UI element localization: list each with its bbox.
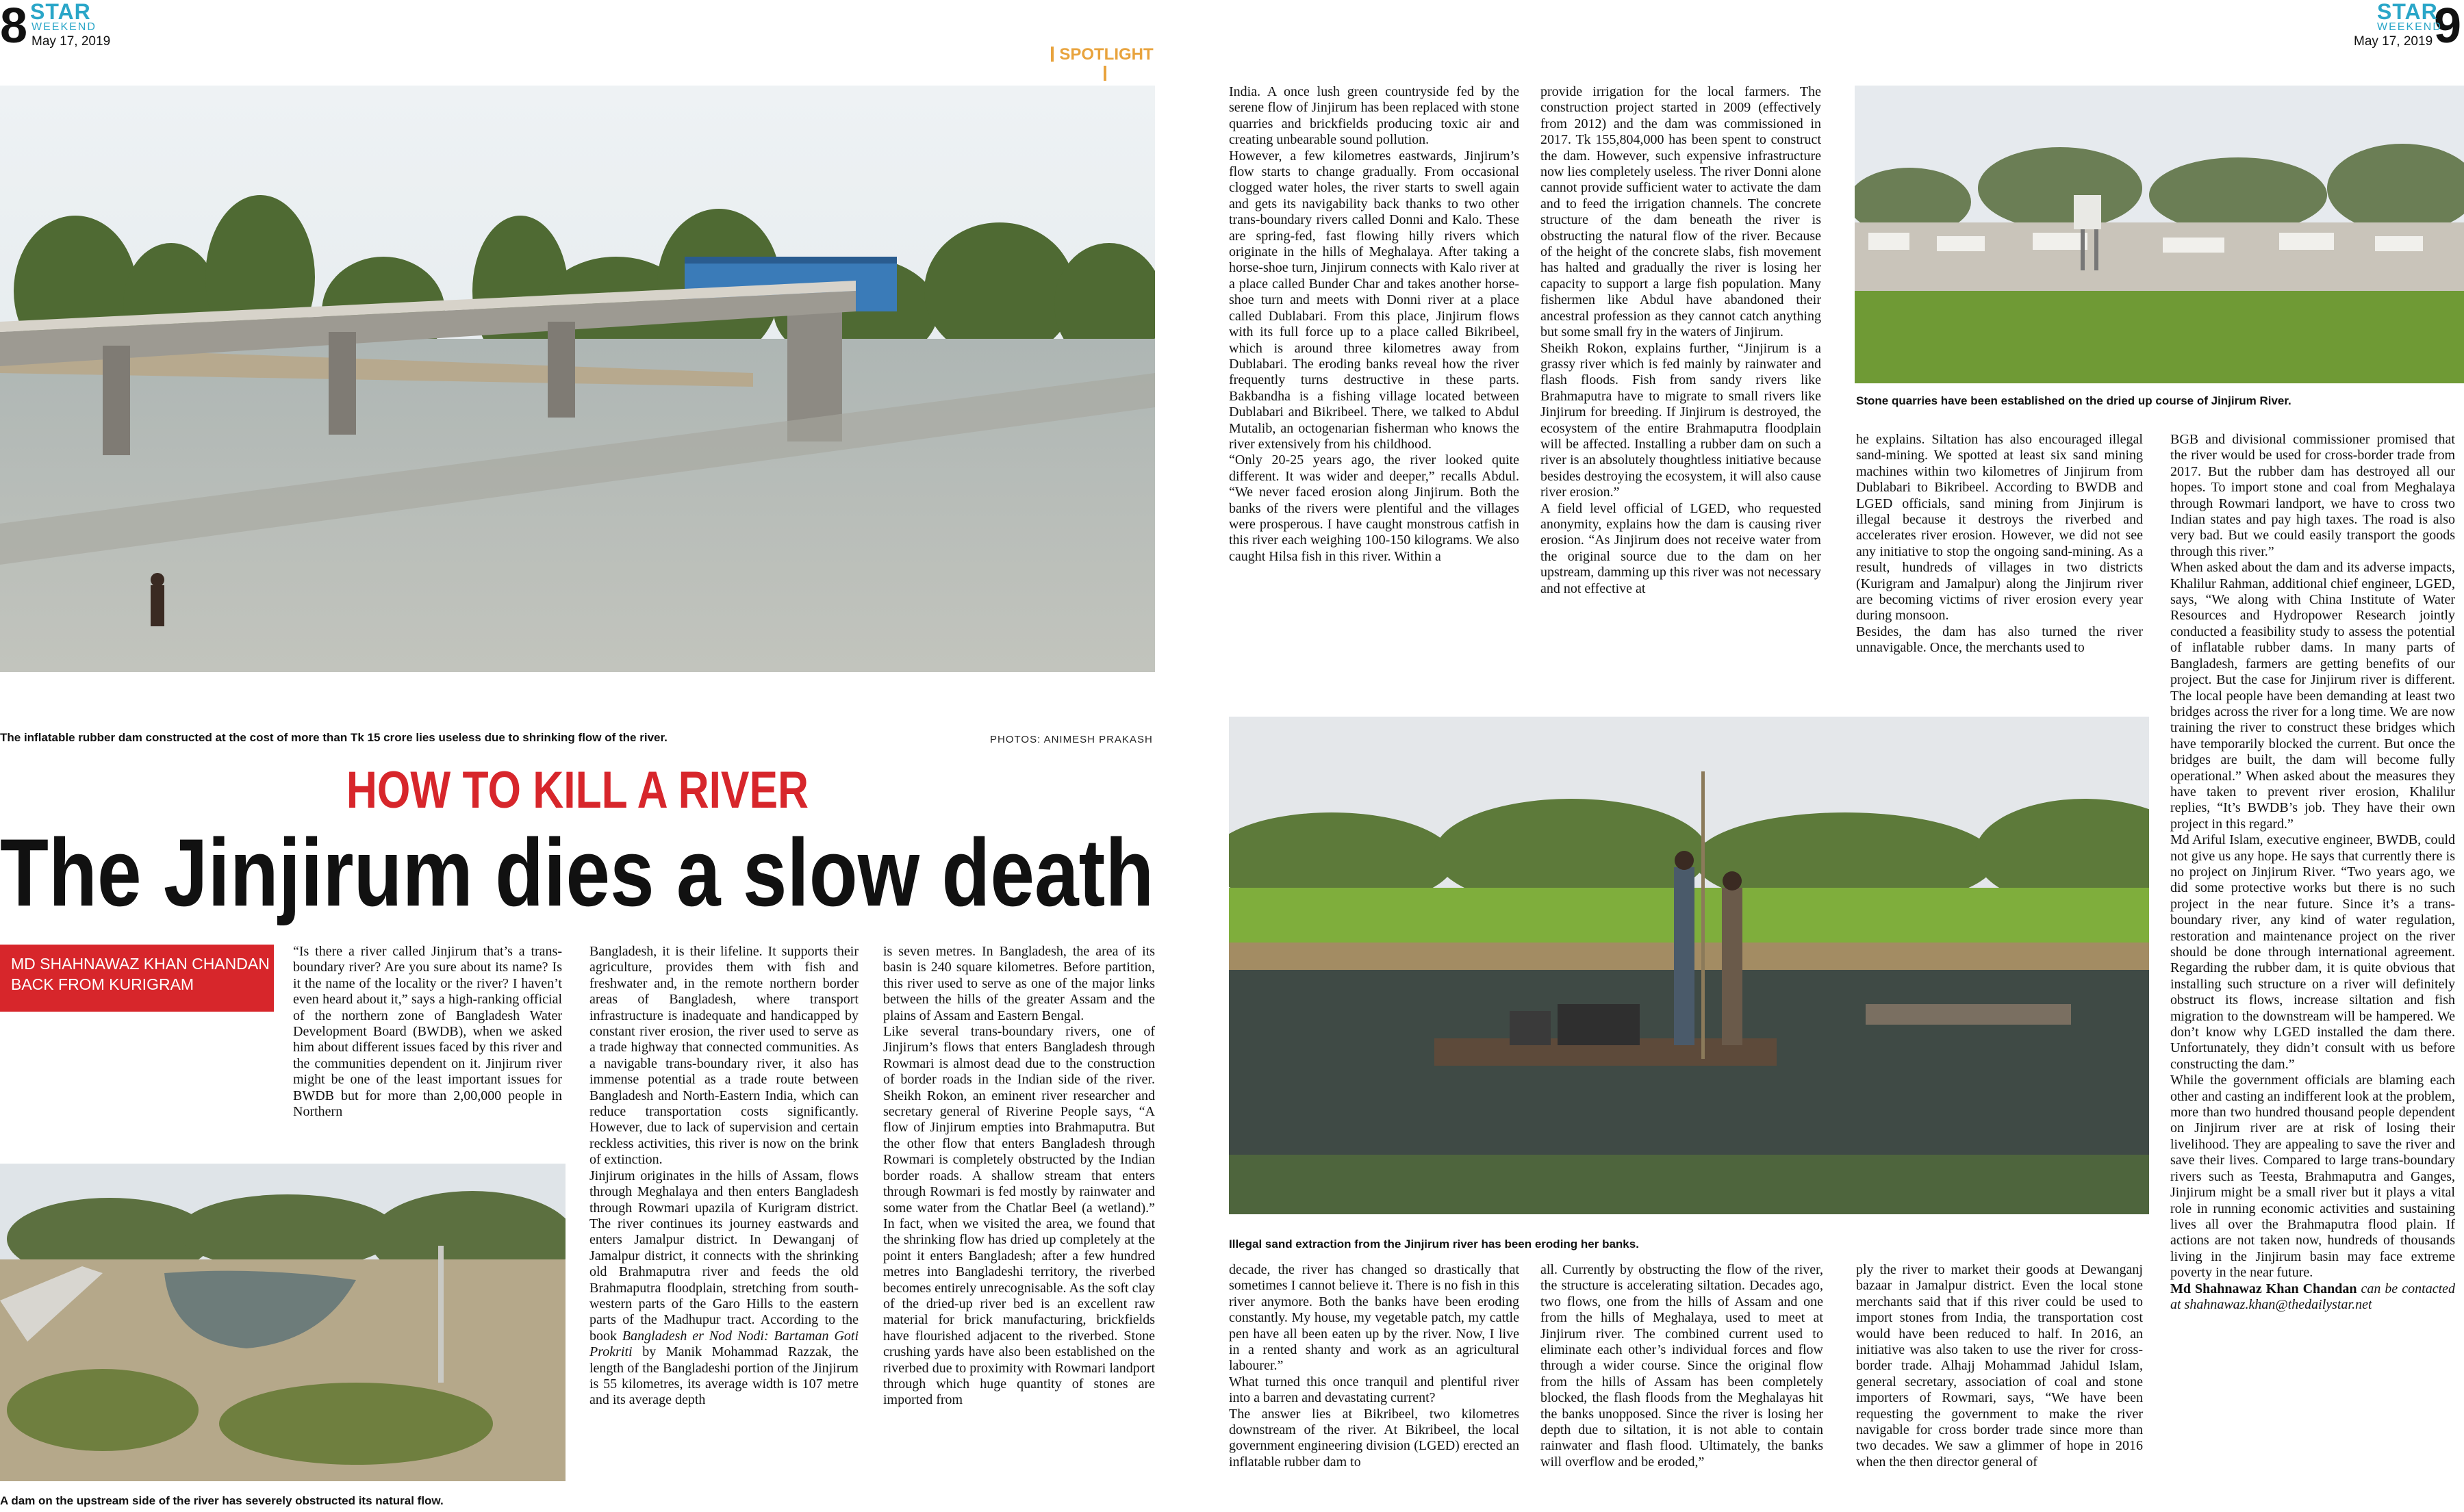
byline-location: BACK FROM KURIGRAM <box>11 975 194 993</box>
signature-name: Md Shahnawaz Khan Chandan <box>2170 1281 2357 1296</box>
body-column-2 <box>589 944 859 1409</box>
section-label <box>1047 45 1157 66</box>
left-folio <box>0 0 137 51</box>
brand-star-right: STAR <box>2377 0 2438 24</box>
section-name: SPOTLIGHT <box>1059 45 1154 64</box>
caption-upstream-dam: A dam on the upstream side of the river has severely obstructed its natural flow. <box>0 1494 444 1507</box>
brand-weekend-left: WEEKEND <box>31 21 97 33</box>
body-column-3: is seven metres. In Bangladesh, the area of its basin is 240 square kilometres. Before partition, this river used to serve as one of the major links between the hills of the greater Assam and the plains of Assam and Eastern Bengal. Like several trans-boundary rivers, one of Jinjirum’s flows that enters Bangladesh through Rowmari is almost dead due to the construction of border roads in the Indian side of the river. Sheikh Rokon, an eminent river researcher and secretary general of Riverine People says, “A flow of Jinjirum empties into Brahmaputra. But the other flow that enters Bangladesh through Rowmari is completely obstructed by the Indian border roads. A shallow stream that enters through Rowmari is fed mostly by rainwater and some water from the Chatlar Beel (a wetland).” In fact, when we visited the area, we found that the shrinking flow has dried up completely at the point it enters Bangladesh; after a few hundred metres into Bangladeshi territory, the riverbed becomes entirely unrecognisable. As the soft clay of the dried-up river bed is an excellent raw material for brick manufacturing, brickfields have flourished adjacent to the riverbed. Stone crushing yards have also been established on the riverbed due to proximity with Rowmari landport through which huge quantity of stones are imported from <box>883 944 1155 1408</box>
body-column-10: ply the river to market their goods at Dewanganj bazaar in Jamalpur district. Even the local stone merchants said that if this river could be used to import stones from India, the transportation cost would have been reduced to half. In 2016, an initiative was also taken to use the river for cross-border trade. Alhajj Mohammad Jahidul Islam, general secretary, association of coal and stone importers of Rowmari, says, “We have been requesting the government to make the river navigable for cross border trade since more than two decades. We saw a glimmer of hope in 2016 when the then director general of <box>1856 1262 2143 1470</box>
brand-star-left: STAR <box>30 0 91 24</box>
body-column-2-tail: by Manik Mohammad Razzak, the length of the Bangladeshi portion of the Jinjirum is 55 kilometres, its average width is 107 metre and its average depth <box>589 1344 859 1408</box>
body-column-5: provide irrigation for the local farmers. The construction project started in 2009 (effectively from 2012) and the dam was commissioned in 2017. Tk 155,804,000 has been spent to construct the dam. However, such expensive infrastructure now lies completely useless. The river Donni alone cannot provide sufficient water to activate the dam and to feed the irrigation channels. The concrete structure of the dam beneath the river is obstructing the natural flow of the river. Because of the height of the concrete slabs, fish movement has halted and gradually the river is losing her capacity to support a large fish population. Many fishermen like Abdul have abandoned their ancestral profession as they cannot catch anything but some small fry in the waters of Jinjirum. Sheikh Rokon, explains further, “Jinjirum is a grassy river which is fed mainly by rainwater and flash floods. Fish from sandy rivers like Brahmaputra have to migrate to small rivers like Jinjirum for breeding. If Jinjirum is destroyed, the ecosystem of the entire Brahmaputra floodplain will be affected. Installing a rubber dam on such a river is an absolutely thoughtless initiative because besides destroying the ecosystem, it will also cause river erosion.” A field level official of LGED, who requested anonymity, explains how the dam is causing river erosion. “As Jinjirum does not receive water from the original source due to the dam on her upstream, damming up this river was not necessary and not effective at <box>1540 84 1821 596</box>
section-bar-left <box>1051 47 1054 62</box>
photo-upstream-dam <box>0 1164 566 1481</box>
headline-kicker: HOW TO KILL A RIVER <box>346 761 809 819</box>
date-right: May 17, 2019 <box>2354 34 2433 49</box>
byline-box <box>0 945 274 1012</box>
photo-stone-quarries-graphic <box>1855 86 2464 383</box>
signature-contact: can be contacted at shahnawaz.khan@thedailystar.net <box>2170 1281 2455 1312</box>
brand-weekend-right: WEEKEND <box>2377 21 2442 33</box>
caption-rubber-dam: The inflatable rubber dam constructed at the cost of more than Tk 15 crore lies useless due to shrinking flow of the river. <box>0 731 668 744</box>
page-number-left: 8 <box>0 0 28 53</box>
body-column-7-text: BGB and divisional commissioner promised that the river would be used for cross-border trade from 2017. But the rubber dam has destroyed all our hopes. To import stone and coal from Meghalaya through Rowmari landport, we have to cross two Indian states and pay high taxes. The road is also very bad. But we could easily transport the goods through this river.” When asked about the dam and its adverse impacts, Khalilur Rahman, additional chief engineer, LGED, says, “We along with China Institute of Water Resources and Hydropower Research jointly conducted a feasibility study to assess the potential of inflatable rubber dams. In many parts of Bangladesh, farmers are getting benefits of our project. But the case for Jinjirum river is different. The local people have been demanding at least two bridges across the river for a long time. We are now training the river to construct these bridges which have temporarily blocked the current. But once the bridges are built, the dam will become fully operational.” When asked about the measures they have taken to prevent river erosion, Khalilur replies, “It’s BWDB’s job. They have their own project in this regard.” Md Ariful Islam, executive engineer, BWDB, could not give us any hope. He says that currently there is no project on Jinjirum River. “Two years ago, we did some protective works but there is no such project in the near future. Since it’s a trans-boundary river, any kind of water regulation, restoration and maintenance project on the river should be done through international agreement. Regarding the rubber dam, it is quite obvious that installing such structure on a river will definitely obstruct its flows, increase siltation and fish migration to the downstream will be hampered. We don’t know why LGED installed the dam there. Unfortunately, they didn’t consult with us before constructing the dam.” While the government officials are blaming each other and casting an indifferent look at the problem, more than two hundred thousand people dependent on Jinjirum river are at risk of losing their livelihood. They are appealing to save the river and save their lives. Compared to large trans-boundary rivers such as Teesta, Brahmaputra and Ganges, Jinjirum might be a small river but it plays a vital role in running economic activities and sustaining lives all over the Brahmaputra flood plain. If actions are not taken now, hundreds of thousands living in the Jinjirum basin may face extreme poverty in the near future. <box>2170 432 2455 1281</box>
body-column-4: India. A once lush green countryside fed by the serene flow of Jinjirum has been replaced with stone quarries and brickfields producing toxic air and creating unbearable sound pollution. However, a few kilometres eastwards, Jinjirum’s flow starts to change gradually. From occasional clogged water holes, the river starts to swell again and gets its navigability back thanks to two other trans-boundary rivers called Donni and Kalo. These are spring-fed, fast flowing hilly rivers which originate in the hills of Meghalaya. After taking a horse-shoe turn, Jinjirum connects with Kalo river at a place called Bunder Char and takes another horse-shoe turn and meets with Donni river at a place called Dublabari. From this place, Jinjirum flows with its full force up to a place called Bikribeel, which is around three kilometres away from Dublabari. The eroding banks reveal how the river frequently turns destructive in these parts. Bakbandha is a fishing village located between Dublabari and Bikribeel. There, we talked to Abdul Mutalib, an octogenarian fisherman who knows the river extensively from his childhood. “Only 20-25 years ago, the river looked quite different. It was wider and deeper,” recalls Abdul. “We never faced erosion along Jinjirum. Both the banks of the rivers were plentiful and the villages were prosperous. I have caught monstrous catfish in this river each weighing 100-150 kilograms. We also caught Hilsa fish in this river. Within a <box>1229 84 1519 564</box>
book-title: Bangladesh er Nod Nodi: Bartaman Goti Prokriti <box>589 1328 859 1360</box>
date-left: May 17, 2019 <box>31 34 111 49</box>
body-column-8: decade, the river has changed so drastically that sometimes I cannot believe it. There is no fish in this river anymore. Both the banks have been eroding constantly. My house, my vegetable patch, my cattle pen have all been eaten up by the river. Now, I live in a rented shanty and work as an agricultural labourer.” What turned this once tranquil and plentiful river into a barren and devastating current? The answer lies at Bikribeel, two kilometres downstream of the river. At Bikribeel, the local government engineering division (LGED) erected an inflatable rubber dam to <box>1229 1262 1519 1470</box>
photo-stone-quarries <box>1855 86 2464 383</box>
body-column-2-text: Bangladesh, it is their lifeline. It supports their agriculture, provides them with fish and freshwater and, in the remote northern border areas of Bangladesh, where transport infrastructure is inadequate and handicapped by constant river erosion, the river used to serve as a trade highway that connected communities. As a navigable trans-boundary river, it also has immense potential as a trade route between Bangladesh and North-Eastern India, which can reduce transportation costs significantly. However, due to lack of supervision and certain reckless activities, this river is now on the brink of extinction. Jinjirum originates in the hills of Assam, flows through Meghalaya and then enters Bangladesh through Rowmari upazila of Kurigram district. The river continues its journey eastwards and enters Jamalpur district. In Dewanganj of Jamalpur district, it connects with the shrinking old Brahmaputra river and feeds the old Brahmaputra floodplain, stretching from south-western parts of the Garo Hills to the eastern parts of the Madhupur tract. According to the book <box>589 944 859 1344</box>
photo-credit: PHOTOS: ANIMESH PRAKASH <box>990 734 1153 745</box>
photo-upstream-dam-graphic <box>0 1164 566 1481</box>
body-column-9: all. Currently by obstructing the flow of the river, the structure is accelerating siltation. Decades ago, two flows, one from the hills of Assam and one from the hills of Meghalaya, used to meet at Jinjirum river. The combined current used to eliminate each other’s individual forces and flow through a wider course. Since the original flow from the hills of Assam has been completely blocked, the flash floods from the Meghalayas hit the banks unopposed. Since the river is losing her depth due to siltation, it is not able to contain rainwater and flash flood. Ultimately, the banks will overflow and be eroded,” <box>1540 1262 1823 1470</box>
headline-title: The Jinjirum dies a slow death <box>0 819 1154 926</box>
right-folio <box>2328 0 2464 51</box>
caption-stone-quarries: Stone quarries have been established on the dried up course of Jinjirum River. <box>1856 394 2291 407</box>
caption-sand-extraction: Illegal sand extraction from the Jinjirum river has been eroding her banks. <box>1229 1238 1639 1251</box>
photo-rubber-dam-graphic <box>0 86 1155 672</box>
photo-sand-extraction-graphic <box>1229 717 2149 1214</box>
page-number-right: 9 <box>2434 0 2462 53</box>
section-bar-right <box>1104 66 1106 81</box>
byline-author: MD SHAHNAWAZ KHAN CHANDAN <box>11 955 270 973</box>
photo-rubber-dam <box>0 86 1155 672</box>
body-column-1: “Is there a river called Jinjirum that’s a trans-boundary river? Are you sure about its name? Is it the name of the locality or the river? I haven’t even heard about it,” says a high-ranking official of the northern zone of Bangladesh Water Development Board (BWDB), when we asked him about different issues faced by this river and the communities dependent on it. Jinjirum river might be one of the least important issues for BWDB but for more than 2,00,000 people in Northern <box>293 944 562 1120</box>
body-column-7 <box>2170 432 2455 1313</box>
body-column-6: he explains. Siltation has also encouraged illegal sand-mining. We spotted at least six sand mining machines within two kilometres of Jinjirum from Dublabari to Bikribeel. According to BWDB and LGED officials, sand mining from Jinjirum is illegal because it destroys the riverbed and accelerates river erosion. However, we did not see any initiative to stop the ongoing sand-mining. As a result, hundreds of villages in two districts (Kurigram and Jamalpur) along the Jinjirum river are becoming victims of river erosion every year during monsoon. Besides, the dam has also turned the river unnavigable. Once, the merchants used to <box>1856 432 2143 656</box>
photo-sand-extraction <box>1229 717 2149 1214</box>
